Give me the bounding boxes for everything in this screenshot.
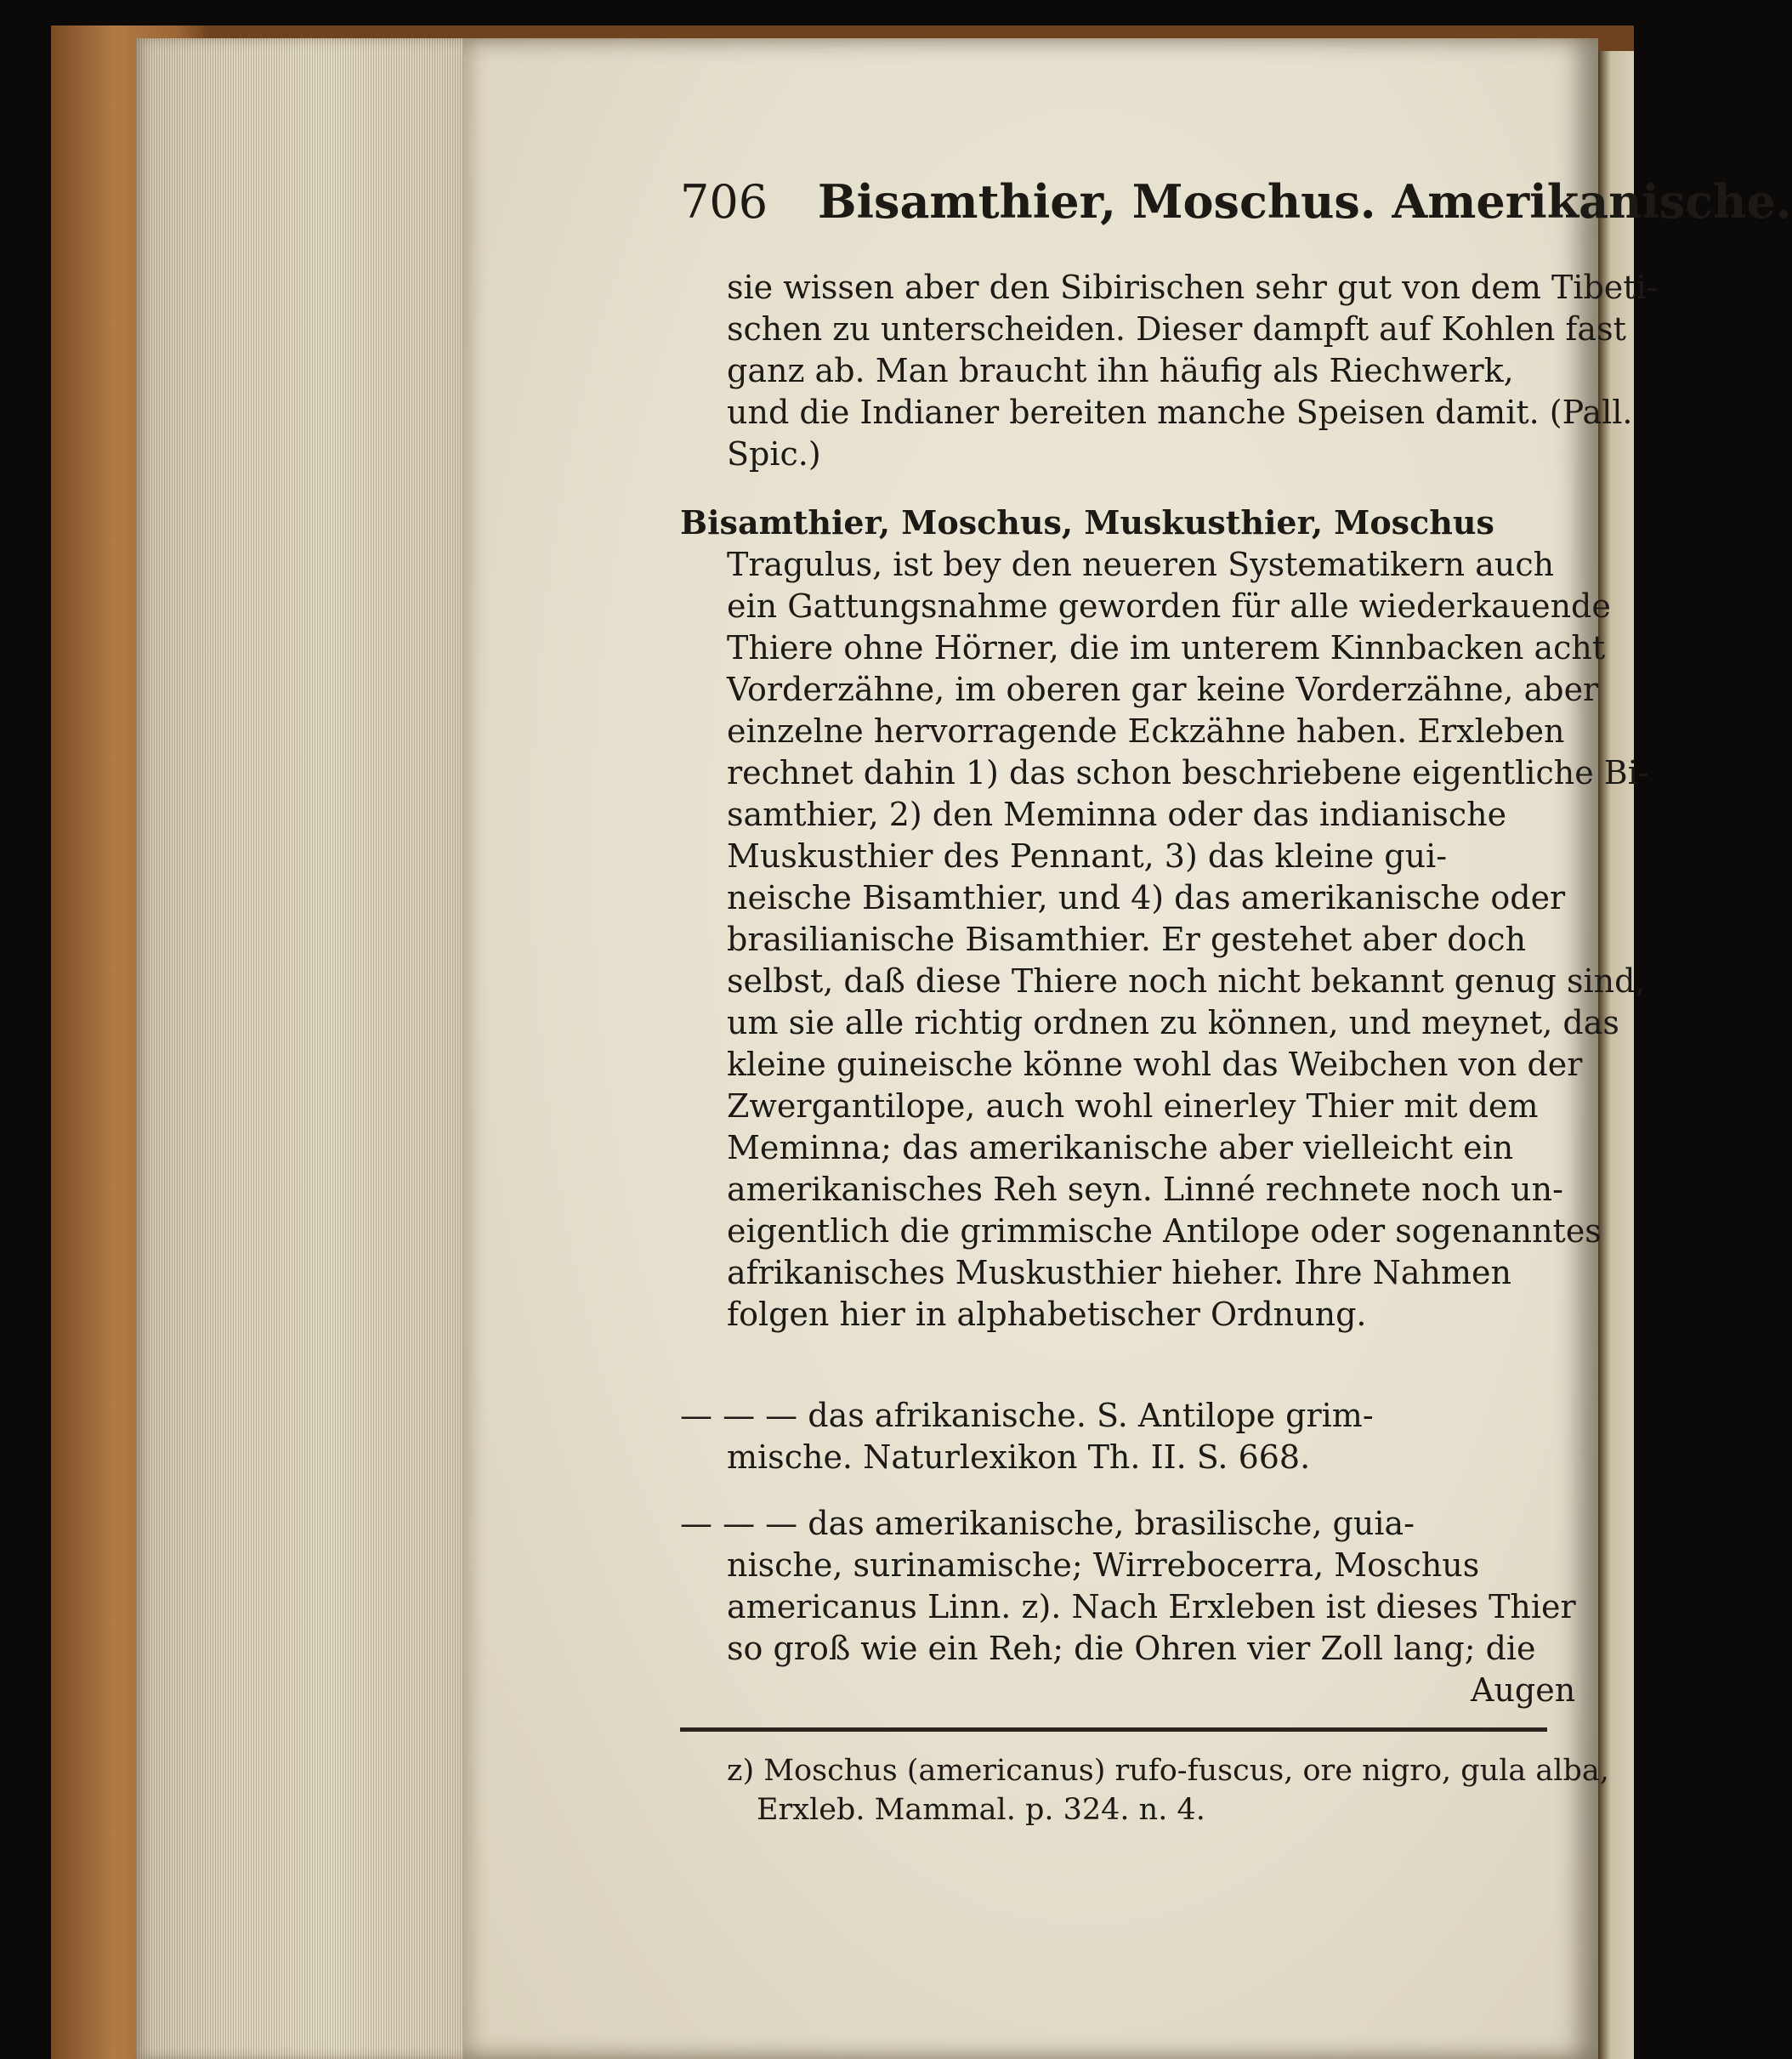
text-line: Tragulus, ist bey den neueren Systematikern auch (727, 546, 1555, 583)
text-line: einzelne hervorragende Eckzähne haben. Erxleben (727, 712, 1565, 750)
text-line: mische. Naturlexikon Th. II. S. 668. (727, 1438, 1311, 1476)
text-line: Meminna; das amerikanische aber vielleicht ein (727, 1129, 1514, 1166)
header-title: Bisamthier, Moschus. Amerikanische. (817, 174, 1792, 229)
text-line: Zwergantilope, auch wohl einerley Thier mit dem (727, 1087, 1539, 1125)
text-line: neische Bisamthier, und 4) das amerikanische oder (727, 879, 1566, 916)
text-line: rechnet dahin 1) das schon beschriebene eigentliche Bi- (727, 754, 1649, 791)
text-line: um sie alle richtig ordnen zu können, und meynet, das (727, 1004, 1619, 1041)
text-line: sie wissen aber den Sibirischen sehr gut von dem Tibeti- (727, 269, 1658, 306)
catchword: Augen (1471, 1671, 1576, 1709)
text-line: afrikanisches Muskusthier hieher. Ihre Nahmen (727, 1254, 1512, 1291)
text-line: und die Indianer bereiten manche Speisen damit. (Pall. (727, 394, 1633, 431)
text-line: kleine guineische könne wohl das Weibchen von der (727, 1046, 1583, 1083)
text-line: so groß wie ein Reh; die Ohren vier Zoll lang; die (727, 1630, 1536, 1667)
text-line: selbst, daß diese Thiere noch nicht bekannt genug sind, (727, 962, 1646, 1000)
page-edges (136, 38, 468, 2059)
text-line: ganz ab. Man braucht ihn häufig als Riechwerk, (727, 352, 1514, 389)
text-line: Muskusthier des Pennant, 3) das kleine gui- (727, 837, 1448, 875)
text-line: samthier, 2) den Meminna oder das indianische (727, 796, 1507, 833)
text-line: — — — das amerikanische, brasilische, guia- (680, 1505, 1415, 1542)
entry-heading-line: Bisamthier, Moschus, Muskusthier, Moschus (680, 503, 1494, 542)
text-line: brasilianische Bisamthier. Er gestehet aber doch (727, 921, 1527, 958)
text-line: schen zu unterscheiden. Dieser dampft auf Kohlen fast (727, 310, 1626, 348)
text-line: folgen hier in alphabetischer Ordnung. (727, 1296, 1367, 1333)
page-header (680, 174, 1792, 251)
footnote-rule (680, 1727, 1547, 1732)
page-number: 706 (680, 175, 768, 229)
text-line: amerikanisches Reh seyn. Linné rechnete noch un- (727, 1171, 1563, 1208)
text-line: Vorderzähne, im oberen gar keine Vorderzähne, aber (727, 671, 1599, 708)
text-line: Spic.) (727, 435, 821, 473)
text-line: eigentlich die grimmische Antilope oder sogenanntes (727, 1212, 1602, 1250)
text-line: nische, surinamische; Wirrebocerra, Moschus (727, 1546, 1480, 1584)
footnote-line: z) Moschus (americanus) rufo-fuscus, ore nigro, gula alba, (727, 1754, 1609, 1788)
footnote-line: Erxleb. Mammal. p. 324. n. 4. (757, 1793, 1205, 1827)
text-line: Thiere ohne Hörner, die im unterem Kinnbacken acht (727, 629, 1606, 666)
text-line: ein Gattungsnahme geworden für alle wiederkauende (727, 587, 1611, 625)
text-line: — — — das afrikanische. S. Antilope grim- (680, 1397, 1374, 1434)
text-line: americanus Linn. z). Nach Erxleben ist dieses Thier (727, 1588, 1576, 1625)
text-column (680, 0, 1792, 2059)
